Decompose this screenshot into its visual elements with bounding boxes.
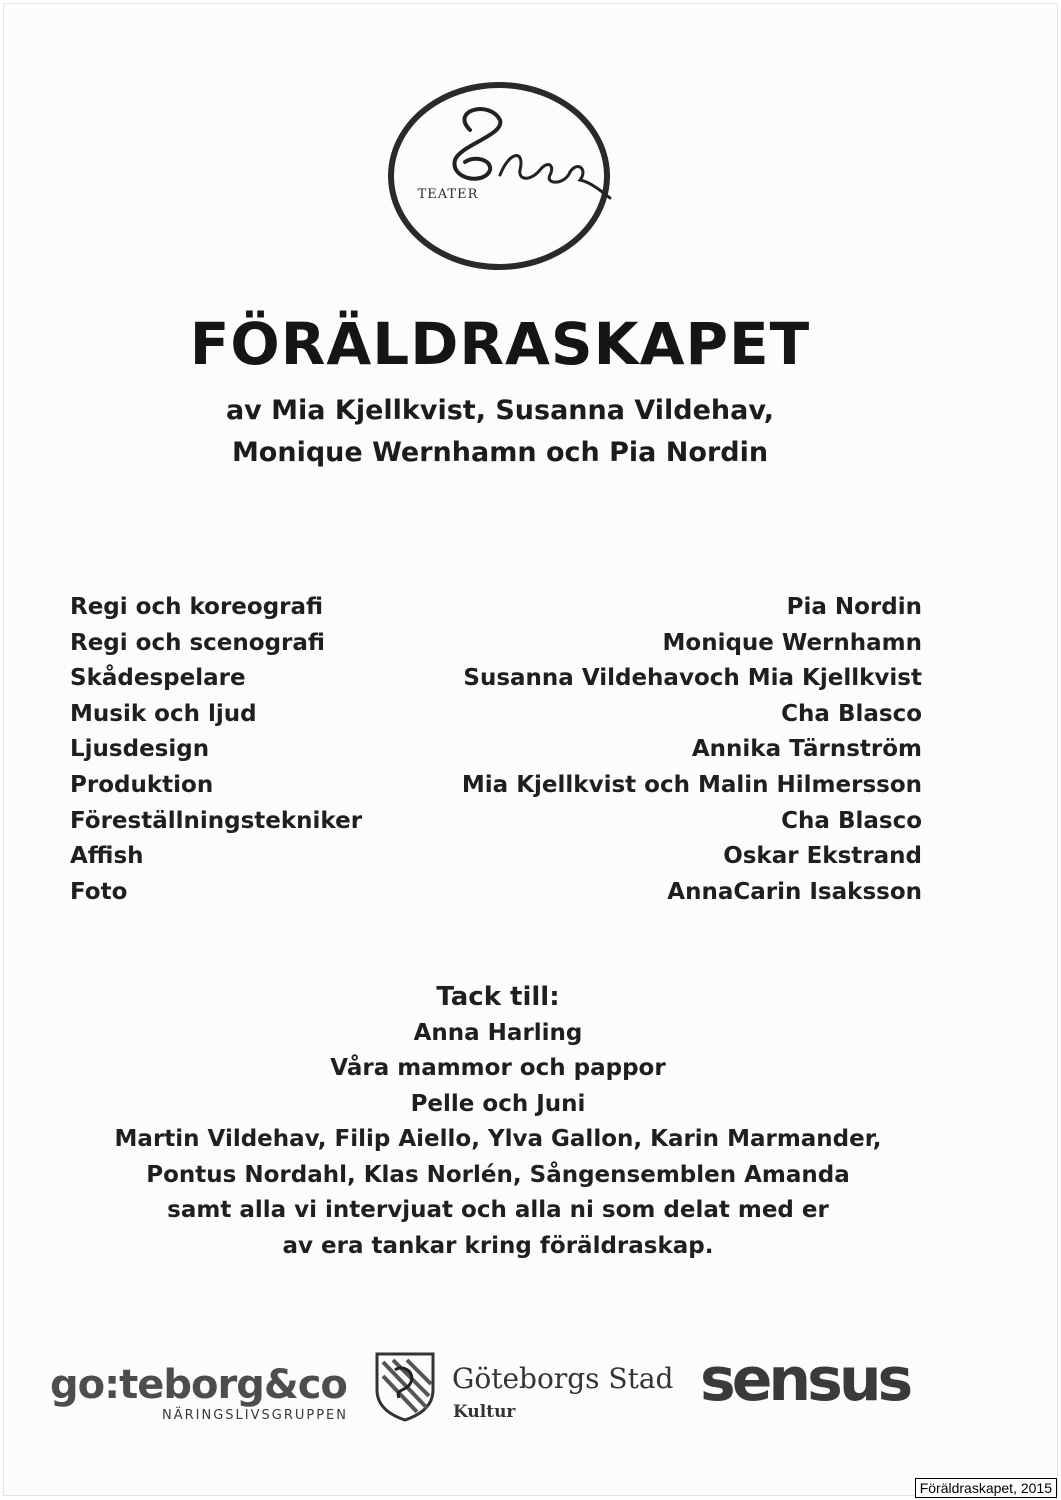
credit-name: Cha Blasco [781,807,922,834]
credits-names [400,590,922,910]
thanks-line: samt alla vi intervjuat och alla ni som delat med er [167,1197,829,1223]
goteborg-co-logo [50,1364,350,1423]
sensus-logo: sensus [700,1345,910,1415]
thanks-line: av era tankar kring föräldraskap. [282,1232,714,1259]
logo-teater-text: TEATER [417,187,479,202]
credit-role: Musik och ljud [70,700,257,727]
credit-name: Oskar Ekstrand [723,843,922,870]
credit-role: Skådespelare [70,665,246,692]
thanks-line: Martin Vildehav, Filip Aiello, Ylva Gallon, Karin Marmander, [114,1126,882,1152]
credit-role: Foto [70,878,128,905]
goteborg-co-subtitle: NÄRINGSLIVSGRUPPEN [162,1408,348,1423]
goteborgs-stad-subtitle: Kultur [453,1402,516,1422]
credit-name: Susanna Vildehavoch Mia Kjellkvist [463,665,922,692]
authors-line: av Mia Kjellkvist, Susanna Vildehav, [225,395,775,426]
credit-name: Cha Blasco [781,700,922,727]
authors-line: Monique Wernhamn och Pia Nordin [231,437,769,468]
credit-role: Föreställningstekniker [70,807,363,834]
authors [0,390,1000,474]
image-caption: Föräldraskapet, 2015 [915,1478,1057,1498]
goteborgs-stad-name: Göteborgs Stad [452,1362,674,1395]
credit-name: Monique Wernhamn [662,629,922,656]
thanks-line: Pelle och Juni [410,1090,586,1117]
logo-script-mark [430,100,620,220]
credit-name: AnnaCarin Isaksson [667,878,922,905]
credit-name: Pia Nordin [786,594,922,620]
thanks-heading: Tack till: [436,982,560,1012]
credit-role: Regi och scenografi [70,629,325,656]
credit-name: Annika Tärnström [691,736,922,763]
credit-role: Regi och koreografi [70,594,324,620]
thanks-line: Våra mammor och pappor [330,1055,666,1081]
goteborgs-stad-crest-icon [373,1350,437,1422]
credit-role: Produktion [70,771,214,798]
credit-role: Affish [70,843,144,870]
credit-role: Ljusdesign [70,736,210,763]
credit-name: Mia Kjellkvist och Malin Hilmersson [461,771,922,798]
play-title: FÖRÄLDRASKAPET [189,310,811,378]
thanks-section [0,980,996,1264]
thanks-line: Anna Harling [413,1019,583,1046]
goteborg-co-wordmark: go:teborg&co [50,1362,347,1408]
thanks-line: Pontus Nordahl, Klas Norlén, Sångensemblen Amanda [146,1161,850,1188]
